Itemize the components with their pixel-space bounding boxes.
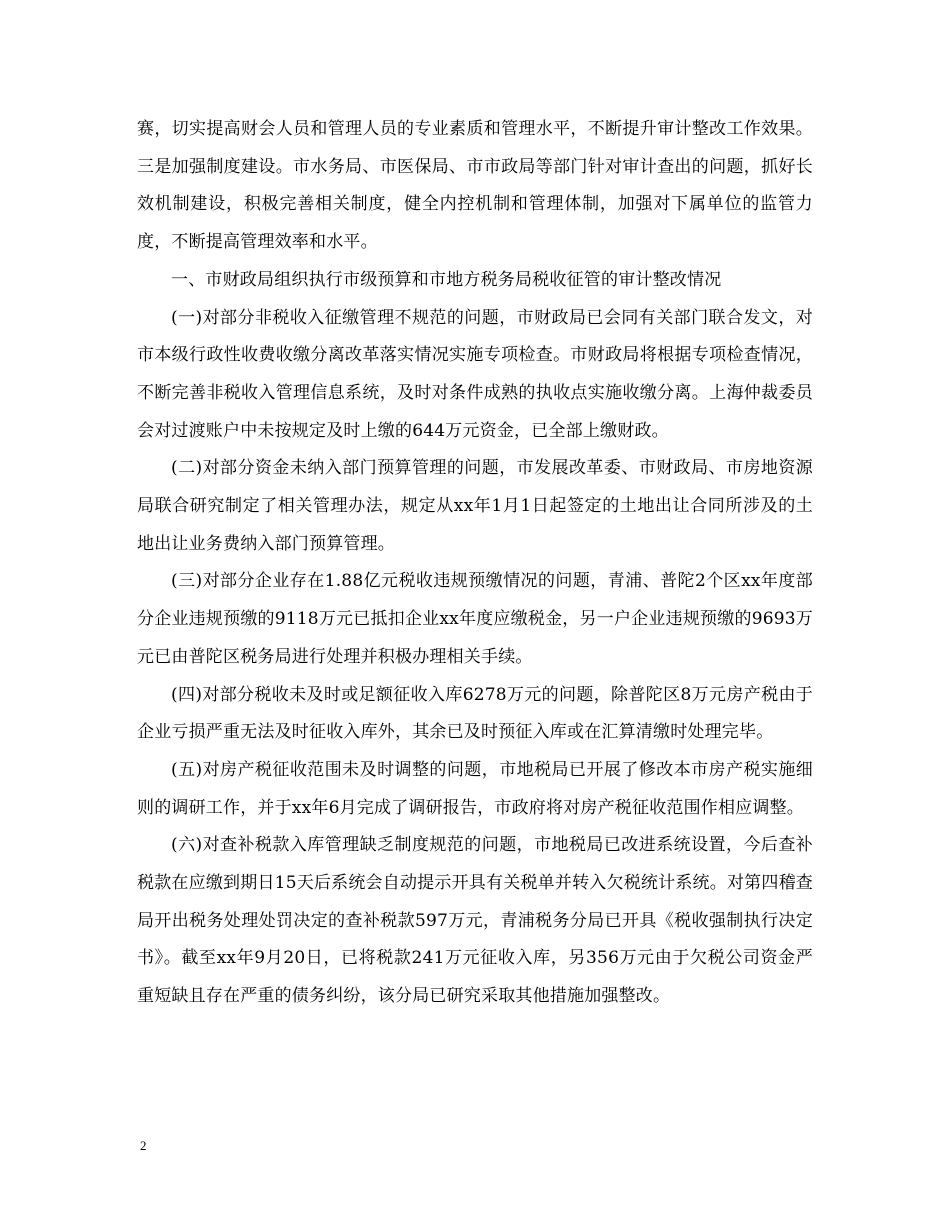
paragraph-item-6: (六)对查补税款入库管理缺乏制度规范的问题，市地税局已改进系统设置，今后查补税款在应缴到期日15天后系统会自动提示开具有关税单并转入欠税统计系统。对第四稽查局开出税务处理处罚决定的查补税款597万元，青浦税务分局已开具《税收强制执行决定书》。截至xx年9月20日，已将税款241万元征收入库，另356万元由于欠税公司资金严重短缺且存在严重的债务纠纷，该分局已研究采取其他措施加强整改。 — [137, 835, 813, 1007]
paragraph-item-2: (二)对部分资金未纳入部门预算管理的问题，市发展改革委、市财政局、市房地资源局联合研究制定了相关管理办法，规定从xx年1月1日起签定的土地出让合同所涉及的土地出让业务费纳入部门预算管理。 — [137, 458, 813, 554]
paragraph-item-5: (五)对房产税征收范围未及时调整的问题，市地税局已开展了修改本市房产税实施细则的调研工作，并于xx年6月完成了调研报告，市政府将对房产税征收范围作相应调整。 — [137, 759, 813, 818]
section-heading: 一、市财政局组织执行市级预算和市地方税务局税收征管的审计整改情况 — [171, 269, 722, 290]
paragraph-continuation: 赛，切实提高财会人员和管理人员的专业素质和管理水平，不断提升审计整改工作效果。三是加强制度建设。市水务局、市医保局、市市政局等部门针对审计查出的问题，抓好长效机制建设，积极完善相关制度，健全内控机制和管理体制，加强对下属单位的监管力度，不断提高管理效率和水平。 — [137, 119, 813, 253]
page-number: 2 — [140, 1138, 147, 1153]
paragraph-item-3: (三)对部分企业存在1.88亿元税收违规预缴情况的问题，青浦、普陀2个区xx年度部分企业违规预缴的9118万元已抵扣企业xx年度应缴税金，另一户企业违规预缴的9693万元已由普陀区税务局进行处理并积极办理相关手续。 — [137, 571, 813, 667]
paragraph-item-4: (四)对部分税收未及时或足额征收入库6278万元的问题，除普陀区8万元房产税由于企业亏损严重无法及时征收入库外，其余已及时预征入库或在汇算清缴时处理完毕。 — [137, 684, 813, 743]
paragraph-item-1: (一)对部分非税收入征缴管理不规范的问题，市财政局已会同有关部门联合发文，对市本级行政性收费收缴分离改革落实情况实施专项检查。市财政局将根据专项检查情况，不断完善非税收入管理信息系统，及时对条件成熟的执收点实施收缴分离。上海仲裁委员会对过渡账户中未按规定及时上缴的644万元资金，已全部上缴财政。 — [137, 307, 813, 441]
document-body — [137, 111, 813, 1016]
